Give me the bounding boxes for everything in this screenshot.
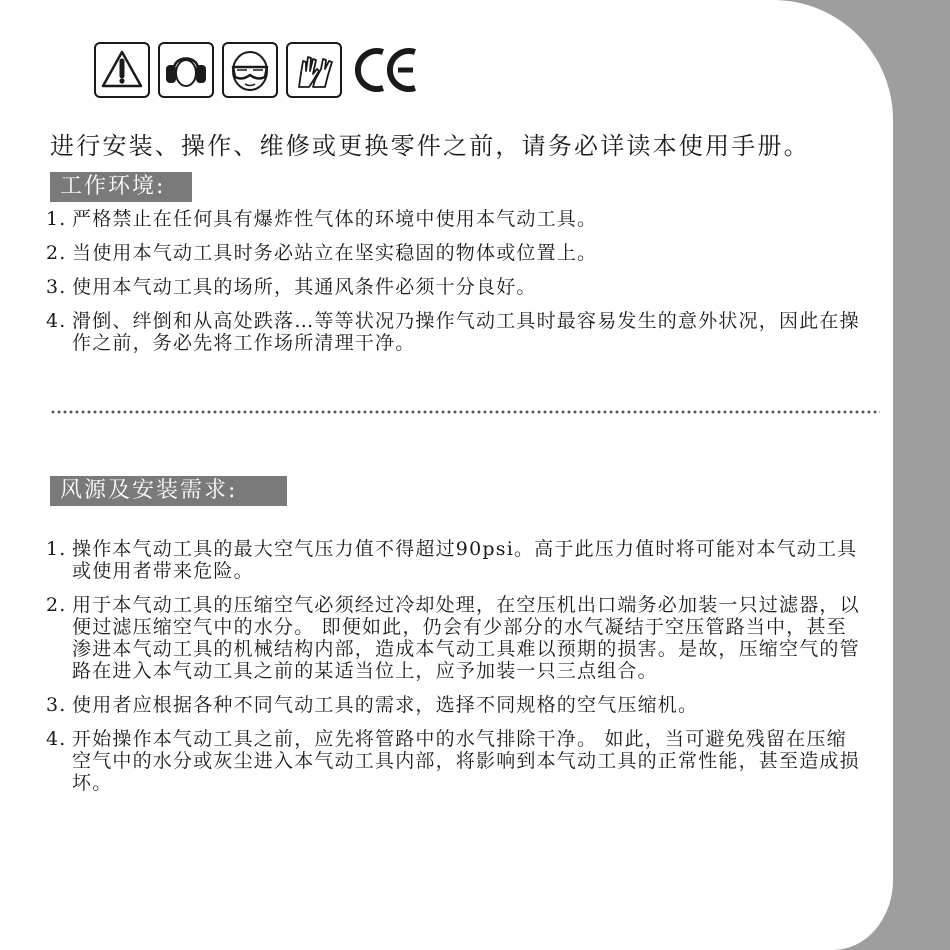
list-item-number: 2. <box>46 594 67 616</box>
list-item-text: 开始操作本气动工具之前，应先将管路中的水气排除干净。 如此，当可避免残留在压缩空气中的水分或灰尘进入本气动工具内部，将影响到本气动工具的正常性能，甚至造成损坏。 <box>72 728 860 794</box>
ce-mark-icon <box>354 42 424 98</box>
safety-goggles-icon <box>222 42 278 98</box>
warning-triangle-icon <box>94 42 150 98</box>
list-item <box>46 694 866 716</box>
list-item-text: 滑倒、绊倒和从高处跌落…等等状况乃操作气动工具时最容易发生的意外状况，因此在操作之前，务必先将工作场所清理干净。 <box>72 310 860 354</box>
list-item <box>46 594 866 682</box>
protective-gloves-icon <box>286 42 342 98</box>
list-item-text: 严格禁止在任何具有爆炸性气体的环境中使用本气动工具。 <box>72 208 598 230</box>
list-item <box>46 208 866 230</box>
list-item <box>46 242 866 264</box>
list-item <box>46 310 866 354</box>
dotted-divider <box>50 409 880 415</box>
list-item <box>46 728 866 794</box>
list-item-text: 使用本气动工具的场所，其通风条件必须十分良好。 <box>72 276 537 298</box>
air-supply-list <box>46 538 866 806</box>
list-item-number: 3. <box>46 276 67 298</box>
section-title-air-supply: 风源及安装需求: <box>50 476 287 506</box>
safety-icon-row <box>94 42 424 98</box>
list-item-text: 操作本气动工具的最大空气压力值不得超过90psi。高于此压力值时将可能对本气动工具或使用者带来危险。 <box>72 538 858 582</box>
ear-protection-icon <box>158 42 214 98</box>
list-item-number: 1. <box>46 538 67 560</box>
list-item-text: 当使用本气动工具时务必站立在坚实稳固的物体或位置上。 <box>72 242 598 264</box>
list-item-number: 4. <box>46 728 67 750</box>
list-item-number: 3. <box>46 694 67 716</box>
list-item-number: 2. <box>46 242 67 264</box>
list-item <box>46 538 866 582</box>
environment-list <box>46 208 866 366</box>
section-title-environment: 工作环境: <box>50 172 192 202</box>
list-item <box>46 276 866 298</box>
intro-text: 进行安装、操作、维修或更换零件之前，请务必详读本使用手册。 <box>50 132 810 160</box>
list-item-number: 4. <box>46 310 67 332</box>
list-item-number: 1. <box>46 208 67 230</box>
list-item-text: 用于本气动工具的压缩空气必须经过冷却处理，在空压机出口端务必加装一只过滤器，以便过滤压缩空气中的水分。 即便如此，仍会有少部分的水气凝结于空压管路当中，甚至渗进本气动工具的机械结构内部，造成本气动工具难以预期的损害。是故，压缩空气的管路在进入本气动工具之前的某适当位上，应予加装一只三点组合。 <box>72 594 860 682</box>
list-item-text: 使用者应根据各种不同气动工具的需求，选择不同规格的空气压缩机。 <box>72 694 699 716</box>
